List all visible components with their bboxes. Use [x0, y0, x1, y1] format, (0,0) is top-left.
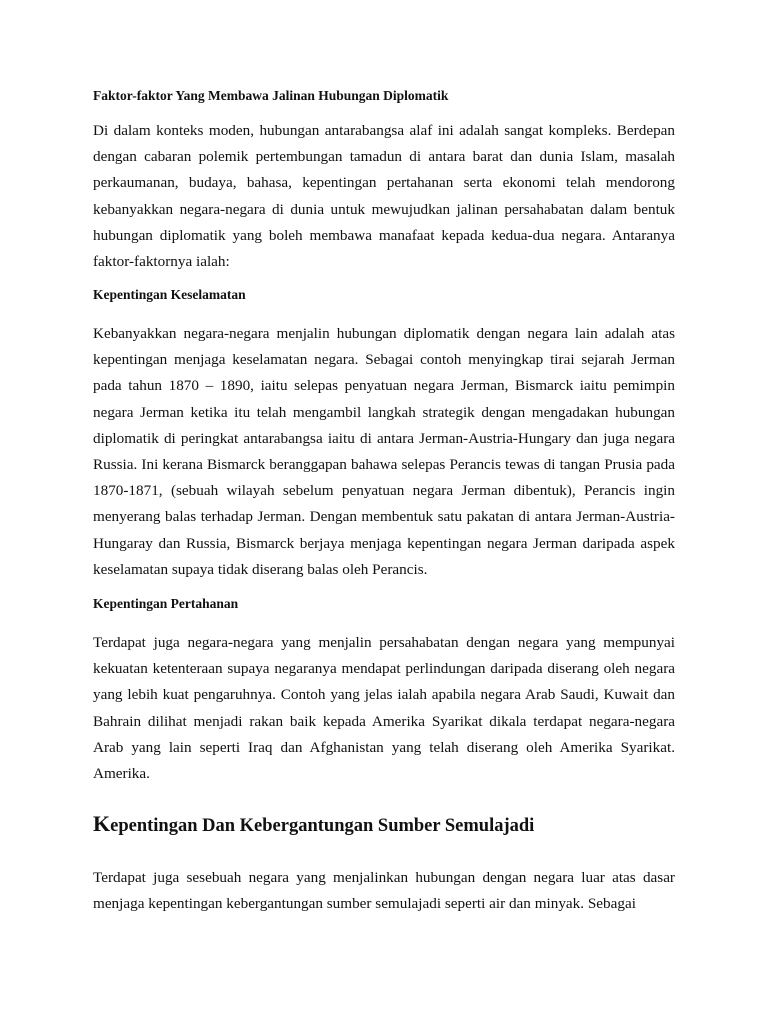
- heading-remaining-text: epentingan Dan Kebergantungan Sumber Semulajadi: [110, 816, 535, 836]
- paragraph-pertahanan: Terdapat juga negara-negara yang menjalin persahabatan dengan negara yang mempunyai kekuatan ketenteraan supaya negaranya mendapat perlindungan daripada diserang oleh negara yang lebih kuat pengaruhnya. Contoh yang jelas ialah apabila negara Arab Saudi, Kuwait dan Bahrain dilihat menjadi rakan baik kepada Amerika Syarikat dikala terdapat negara-negara Arab yang lain seperti Iraq dan Afghanistan yang telah diserang oleh Amerika Syarikat. Amerika.: [93, 634, 675, 783]
- paragraph-keselamatan: Kebanyakkan negara-negara menjalin hubungan diplomatik dengan negara lain adalah atas kepentingan menjaga keselamatan negara. Sebagai contoh menyingkap tirai sejarah Jerman pada tahun 1870 – 1890, iaitu selepas penyatuan negara Jerman, Bismarck iaitu pemimpin negara Jerman ketika itu telah mengambil langkah strategik dengan mengadakan hubungan diplomatik di peringkat antarabangsa iaitu di antara Jerman-Austria-Hungary dan juga negara Russia. Ini kerana Bismarck beranggapan bahawa selepas Perancis tewas di tangan Prusia pada 1870-1871, (sebuah wilayah sebelum penyatuan negara Jerman dibentuk), Perancis ingin menyerang balas terhadap Jerman. Dengan membentuk satu pakatan di antara Jerman-Austria-Hungaray dan Russia, Bismarck berjaya menjaga kepentingan negara Jerman daripada aspek keselamatan supaya tidak diserang balas oleh Perancis.: [93, 325, 675, 578]
- paragraph-sumber-semulajadi: Terdapat juga sesebuah negara yang menjalinkan hubungan dengan negara luar atas dasar menjaga kepentingan kebergantungan sumber semulajadi seperti air dan minyak. Sebagai: [93, 869, 675, 913]
- heading-initial-letter: K: [93, 811, 111, 836]
- heading-kepentingan-pertahanan: Kepentingan Pertahanan: [93, 596, 239, 611]
- heading-kepentingan-keselamatan: Kepentingan Keselamatan: [93, 287, 246, 302]
- heading-sumber-semulajadi: [93, 811, 534, 837]
- heading-faktor-faktor: Faktor-faktor Yang Membawa Jalinan Hubungan Diplomatik: [93, 88, 449, 103]
- paragraph-intro: Di dalam konteks moden, hubungan antarabangsa alaf ini adalah sangat kompleks. Berdepan dengan cabaran polemik pertembungan tamadun di antara barat dan dunia Islam, masalah perkaumanan, budaya, bahasa, kepentingan pertahanan serta ekonomi telah mendorong kebanyakkan negara-negara di dunia untuk mewujudkan jalinan persahabatan dalam bentuk hubungan diplomatik yang boleh membawa manafaat kepada kedua-dua negara. Antaranya faktor-faktornya ialah:: [93, 122, 675, 271]
